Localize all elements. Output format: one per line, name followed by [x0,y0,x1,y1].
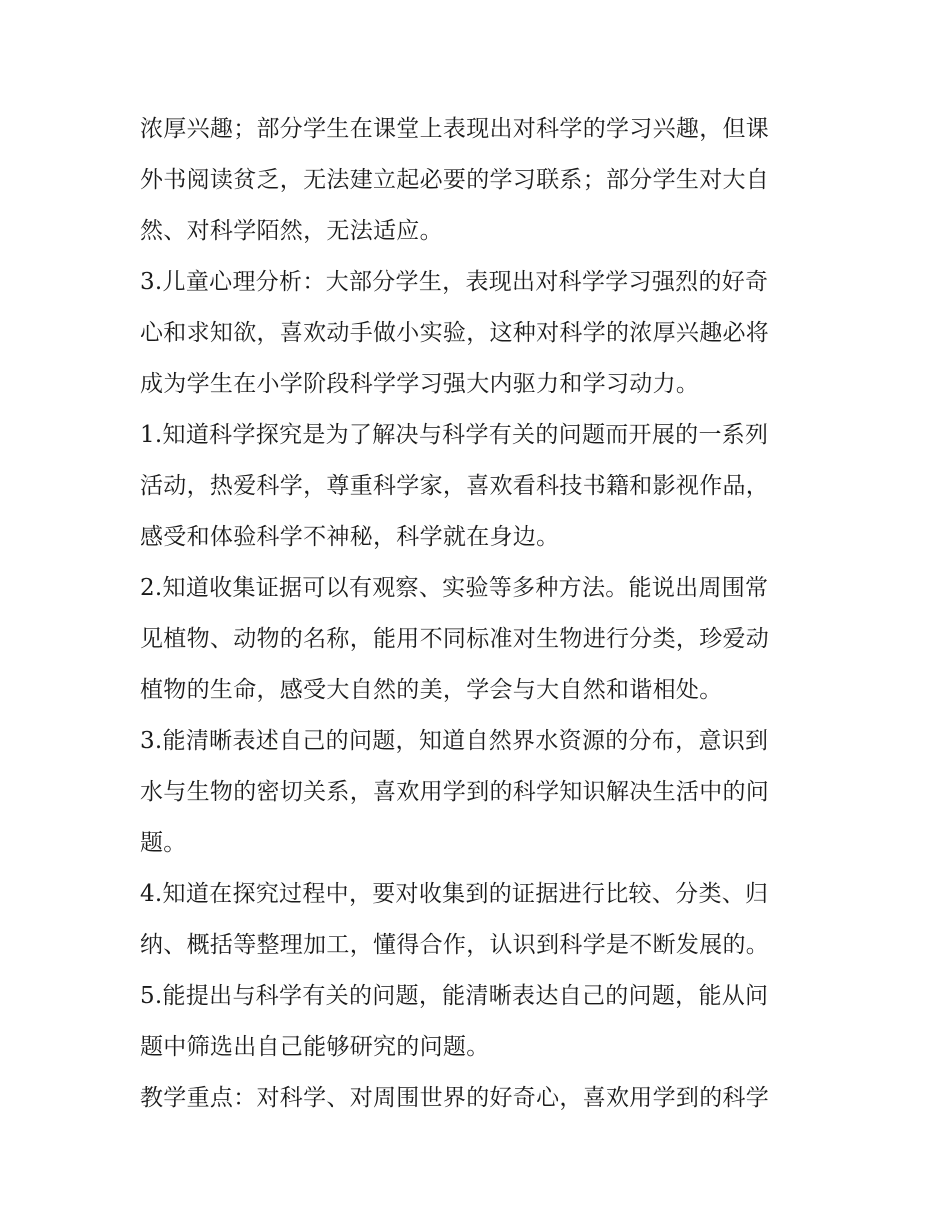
text-line: 植物的生命，感受大自然的美，学会与大自然和谐相处。 [140,677,723,703]
text-line: 4.知道在探究过程中，要对收集到的证据进行比较、分类、归 [140,881,769,907]
text-line: 成为学生在小学阶段科学学习强大内驱力和学习动力。 [140,371,700,397]
document-body [140,104,820,1124]
text-line: 心和求知欲，喜欢动手做小实验，这种对科学的浓厚兴趣必将 [140,320,770,346]
text-line: 见植物、动物的名称，能用不同标准对生物进行分类，珍爱动 [140,626,770,652]
text-line: 5.能提出与科学有关的问题，能清晰表达自己的问题，能从问 [140,983,769,1009]
text-line: 浓厚兴趣；部分学生在课堂上表现出对科学的学习兴趣，但课 [140,116,770,142]
text-line: 教学重点：对科学、对周围世界的好奇心，喜欢用学到的科学 [140,1085,770,1111]
text-line: 感受和体验科学不神秘，科学就在身边。 [140,524,560,550]
text-line: 3.儿童心理分析：大部分学生，表现出对科学学习强烈的好奇 [140,269,769,295]
text-line: 题。 [140,830,187,856]
text-line: 3.能清晰表述自己的问题，知道自然界水资源的分布，意识到 [140,728,769,754]
text-line: 水与生物的密切关系，喜欢用学到的科学知识解决生活中的问 [140,779,770,805]
text-line: 题中筛选出自己能够研究的问题。 [140,1034,490,1060]
text-line: 2.知道收集证据可以有观察、实验等多种方法。能说出周围常 [140,575,769,601]
text-line: 1.知道科学探究是为了解决与科学有关的问题而开展的一系列 [140,422,769,448]
text-line: 外书阅读贫乏，无法建立起必要的学习联系；部分学生对大自 [140,167,770,193]
text-line: 然、对科学陌然，无法适应。 [140,218,443,244]
text-line: 纳、概括等整理加工，懂得合作，认识到科学是不断发展的。 [140,932,770,958]
text-line: 活动，热爱科学，尊重科学家，喜欢看科技书籍和影视作品， [140,473,770,499]
